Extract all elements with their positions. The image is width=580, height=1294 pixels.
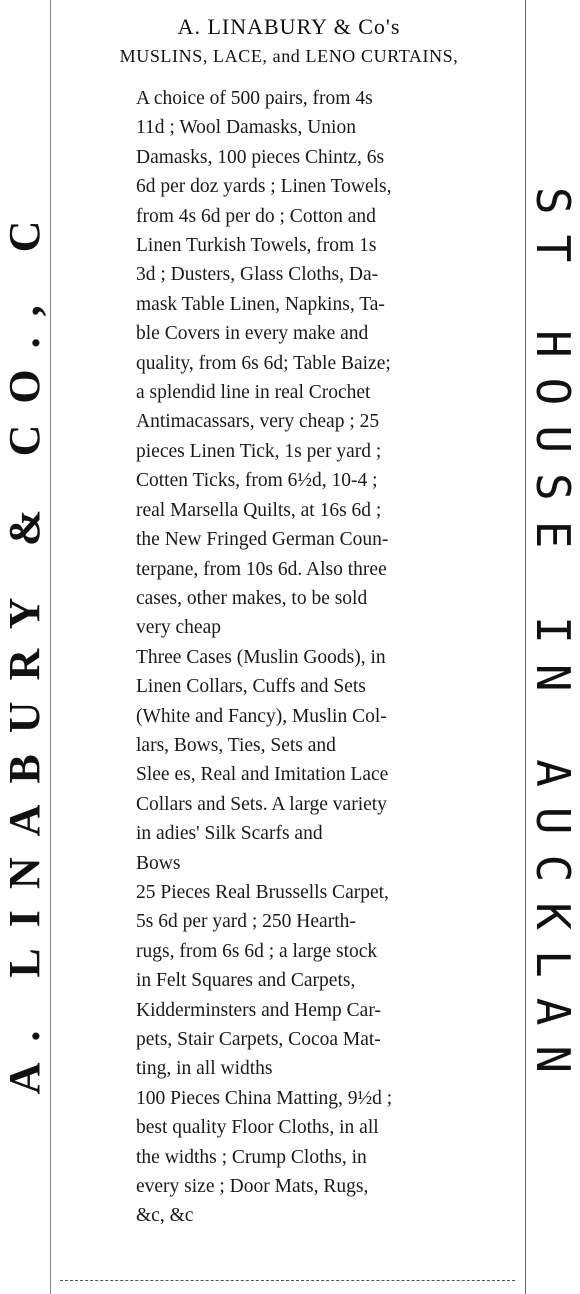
text-line: a splendid line in real Crochet <box>136 382 371 404</box>
text-line: very cheap <box>136 617 221 639</box>
text-line: rugs, from 6s 6d ; a large stock <box>136 940 378 962</box>
text-line: Bows <box>136 852 181 874</box>
paragraph-linens <box>136 84 496 643</box>
text-line: ting, in all widths <box>136 1058 273 1080</box>
text-line: the New Fringed German Coun- <box>136 529 389 551</box>
text-line: Collars and Sets. A large variety <box>136 793 387 815</box>
text-line: from 4s 6d per do ; Cotton and <box>136 205 376 227</box>
paragraph-carpets <box>136 878 496 1084</box>
text-line: 6d per doz yards ; Linen Towels, <box>136 176 392 198</box>
text-line: lars, Bows, Ties, Sets and <box>136 734 336 756</box>
text-line: in adies' Silk Scarfs and <box>136 823 323 845</box>
text-line: (White and Fancy), Muslin Col- <box>136 705 387 727</box>
text-line: Damasks, 100 pieces Chintz, 6s <box>136 146 385 168</box>
text-line: Three Cases (Muslin Goods), in <box>136 646 386 668</box>
text-line: Linen Collars, Cuffs and Sets <box>136 676 366 698</box>
text-line: pets, Stair Carpets, Cocoa Mat- <box>136 1029 381 1050</box>
left-column-rule <box>50 0 51 1294</box>
text-line: 5s 6d per yard ; 250 Hearth- <box>136 911 356 933</box>
advertisement-heading: A. LINABURY & Co's <box>177 14 401 39</box>
paragraph-muslin-goods <box>136 643 496 878</box>
advertisement-column <box>55 0 523 1294</box>
paragraph-matting <box>136 1084 496 1231</box>
text-line: 25 Pieces Real Brussells Carpet, <box>136 881 389 903</box>
left-vertical-banner <box>0 0 50 1294</box>
text-line: in Felt Squares and Carpets, <box>136 970 356 992</box>
right-banner-text: ST HOUSE IN AUCKLAN <box>526 186 580 1094</box>
text-line: ble Covers in every make and <box>136 323 369 345</box>
text-line: Antimacassars, very cheap ; 25 <box>136 411 380 433</box>
text-line: terpane, from 10s 6d. Also three <box>136 558 387 580</box>
text-line: Cotten Ticks, from 6½d, 10-4 ; <box>136 470 378 492</box>
left-banner-text: A. LINABURY & CO., C <box>0 199 49 1095</box>
text-line: best quality Floor Cloths, in all <box>136 1117 379 1139</box>
text-line: real Marsella Quilts, at 16s 6d ; <box>136 499 382 521</box>
text-line: &c, &c <box>136 1205 194 1227</box>
text-line: Slee es, Real and Imitation Lace <box>136 764 389 786</box>
text-line: every size ; Door Mats, Rugs, <box>136 1176 369 1198</box>
text-line: 3d ; Dusters, Glass Cloths, Da- <box>136 264 379 286</box>
text-line: pieces Linen Tick, 1s per yard ; <box>136 440 382 462</box>
text-line: 11d ; Wool Damasks, Union <box>136 117 356 139</box>
advertisement-subheading: MUSLINS, LACE, and LENO CURTAINS, <box>119 46 459 66</box>
bottom-dashed-rule <box>60 1280 515 1281</box>
text-line: the widths ; Crump Cloths, in <box>136 1146 367 1168</box>
advertisement-body <box>136 84 496 1231</box>
text-line: Linen Turkish Towels, from 1s <box>136 235 377 257</box>
text-line: cases, other makes, to be sold <box>136 587 368 609</box>
text-line: 100 Pieces China Matting, 9½d ; <box>136 1087 393 1109</box>
text-line: A choice of 500 pairs, from 4s <box>136 88 373 109</box>
right-vertical-banner <box>526 0 580 1294</box>
text-line: quality, from 6s 6d; Table Baize; <box>136 352 391 374</box>
text-line: mask Table Linen, Napkins, Ta- <box>136 293 385 315</box>
text-line: Kidderminsters and Hemp Car- <box>136 999 381 1021</box>
